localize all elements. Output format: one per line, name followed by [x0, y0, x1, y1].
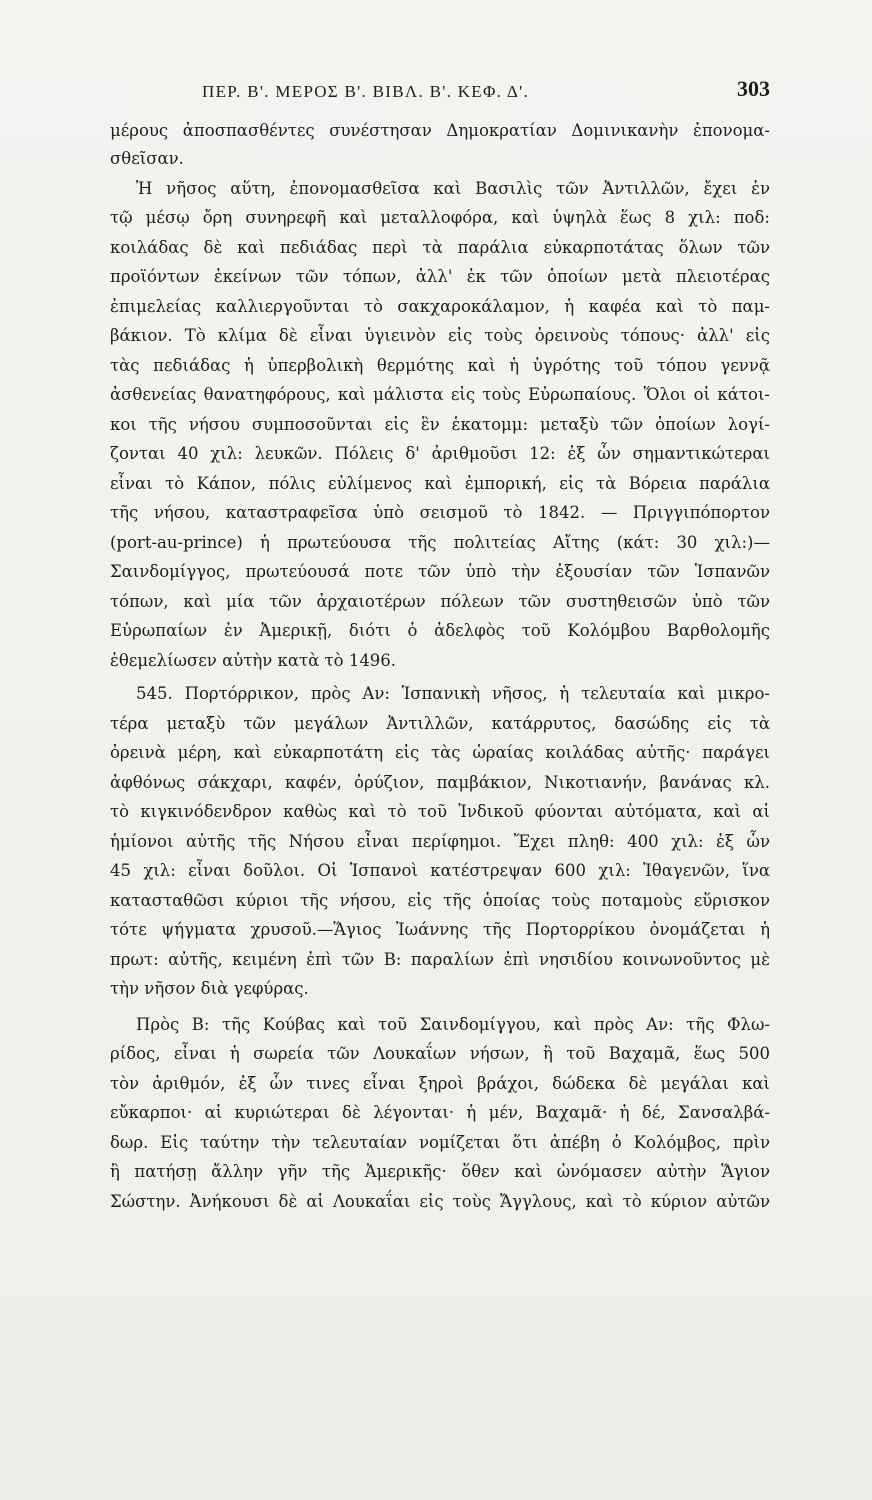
- page-number: 303: [737, 76, 770, 101]
- text-line: ἐθεμελίωσεν αὐτὴν κατὰ τὸ 1496.: [110, 650, 397, 670]
- text-line: εἶναι τὸ Κάπον, πόλις εὐλίμενος καὶ ἐμπορική, εἰς τὰ Βόρεια παράλια: [110, 473, 770, 493]
- text-line: τὰς πεδιάδας ἡ ὑπερβολικὴ θερμότης καὶ ἡ ὑγρότης τοῦ τόπου γεννᾷ: [110, 355, 770, 375]
- text-line: ἐπιμελείας καλλιεργοῦνται τὸ σακχαροκάλαμον, ἡ καφέα καὶ τὸ παμ-: [110, 296, 770, 316]
- text-line: κατασταθῶσι κύριοι τῆς νήσου, εἰς τῆς ὁποίας τοὺς ποταμοὺς εὕρισκον: [110, 890, 770, 910]
- text-line: Εὐρωπαίων ἐν Ἀμερικῇ, διότι ὁ ἀδελφὸς τοῦ Κολόμβου Βαρθολομῆς: [110, 621, 770, 640]
- text-line: ἡμίονοι αὐτῆς τῆς Νήσου εἶναι περίφημοι. Ἔχει πληθ: 400 χιλ: ἐξ ὧν: [110, 831, 770, 851]
- text-line: ὀρεινὰ μέρη, καὶ εὐκαρποτάτη εἰς τὰς ὡραίας κοιλάδας αὐτῆς· παράγει: [110, 743, 770, 762]
- text-line: βάκιον. Τὸ κλίμα δὲ εἶναι ὑγιεινὸν εἰς τοὺς ὀρεινοὺς τόπους· ἀλλ' εἰς: [110, 326, 770, 345]
- text-line: τόπων, καὶ μία τῶν ἀρχαιοτέρων πόλεων τῶν συστηθεισῶν ὑπὸ τῶν: [110, 591, 770, 611]
- text-line: (port-au-prince) ἡ πρωτεύουσα τῆς πολιτείας Αἴτης (κάτ: 30 χιλ:)—: [110, 532, 770, 552]
- text-line: σθεῖσαν.: [110, 149, 184, 168]
- running-head: [150, 76, 770, 106]
- text-line: τὴν νῆσον διὰ γεφύρας.: [110, 979, 309, 998]
- paragraph-start-line: Πρὸς Β: τῆς Κούβας καὶ τοῦ Σαινδομίγγου, καὶ πρὸς Αν: τῆς Φλω-: [136, 1014, 770, 1034]
- text-line: ἀφθόνως σάκχαρι, καφέν, ὀρύζιον, παμβάκιον, Νικοτιανήν, βανάνας κλ.: [110, 772, 770, 792]
- text-line: πρωτ: αὐτῆς, κειμένη ἐπὶ τῶν Β: παραλίων ἐπὶ νησιδίου κοινωνοῦντος μὲ: [110, 949, 770, 969]
- text-line: δωρ. Εἰς ταύτην τὴν τελευταίαν νομίζεται ὅτι ἀπέβη ὁ Κολόμβος, πρὶν: [110, 1132, 770, 1152]
- text-line: τῆς νήσου, καταστραφεῖσα ὑπὸ σεισμοῦ τὸ 1842. — Πριγγιπόπορτον: [110, 503, 770, 522]
- text-line: 45 χιλ: εἶναι δοῦλοι. Οἱ Ἱσπανοὶ κατέστρεψαν 600 χιλ: Ἰθαγενῶν, ἵνα: [110, 861, 770, 880]
- paragraph-start-line: Ἡ νῆσος αὕτη, ἐπονομασθεῖσα καὶ Βασιλὶς τῶν Ἀντιλλῶν, ἔχει ἐν: [136, 178, 770, 198]
- text-line: ρίδος, εἶναι ἡ σωρεία τῶν Λουκαΐων νήσων, ἢ τοῦ Βαχαμᾶ, ἕως 500: [110, 1044, 770, 1063]
- body-text: [110, 118, 770, 1216]
- section-545-start-line: 545. Πορτόρρικον, πρὸς Αν: Ἱσπανικὴ νῆσος, ἡ τελευταία καὶ μικρο-: [136, 684, 770, 703]
- text-line: Σαινδομίγγος, πρωτεύουσά ποτε τῶν ὑπὸ τὴν ἐξουσίαν τῶν Ἱσπανῶν: [110, 562, 770, 581]
- text-line: ζονται 40 χιλ: λευκῶν. Πόλεις δ' ἀριθμοῦσι 12: ἐξ ὧν σημαντικώτεραι: [110, 444, 770, 463]
- text-line: εὔκαρποι· αἱ κυριώτεραι δὲ λέγονται· ἡ μέν, Βαχαμᾶ· ἡ δέ, Σανσαλβά-: [110, 1103, 770, 1122]
- text-line: τὸν ἀριθμόν, ἐξ ὧν τινες εἶναι ξηροὶ βράχοι, δώδεκα δὲ μεγάλαι καὶ: [110, 1073, 770, 1093]
- text-line: τέρα μεταξὺ τῶν μεγάλων Ἀντιλλῶν, κατάρρυτος, δασώδης εἰς τὰ: [110, 713, 770, 733]
- text-line: Σώστην. Ἀνήκουσι δὲ αἱ Λουκαΐαι εἰς τοὺς Ἄγγλους, καὶ τὸ κύριον αὐτῶν: [110, 1191, 770, 1211]
- text-line: μέρους ἀποσπασθέντες συνέστησαν Δημοκρατίαν Δομινικανὴν ἐπονομα-: [110, 121, 770, 140]
- running-title: ΠΕΡ. Β'. ΜΕΡΟΣ Β'. ΒΙΒΛ. Β'. ΚΕΦ. Δ'.: [202, 82, 529, 101]
- text-line: κοιλάδας δὲ καὶ πεδιάδας περὶ τὰ παράλια εὐκαρποτάτας ὅλων τῶν: [110, 237, 770, 257]
- text-line: ἀσθενείας θανατηφόρους, καὶ μάλιστα εἰς τοὺς Εὐρωπαίους. Ὅλοι οἱ κάτοι-: [110, 385, 770, 404]
- text-line: κοι τῆς νήσου συμποσοῦνται εἰς ἓν ἑκατομμ: μεταξὺ τῶν ὁποίων λογί-: [110, 414, 770, 434]
- text-line: τῷ μέσῳ ὄρη συνηρεφῆ καὶ μεταλλοφόρα, καὶ ὑψηλὰ ἕως 8 χιλ: ποδ:: [110, 208, 770, 227]
- text-line: τὸ κιγκινόδενδρον καθὼς καὶ τὸ τοῦ Ἰνδικοῦ φύονται αὐτόματα, καὶ αἱ: [110, 802, 770, 821]
- text-line: ἢ πατήσῃ ἄλλην γῆν τῆς Ἀμερικῆς· ὅθεν καὶ ὠνόμασεν αὐτὴν Ἅγιον: [110, 1162, 770, 1181]
- text-line: τότε ψήγματα χρυσοῦ.—Ἅγιος Ἰωάννης τῆς Πορτορρίκου ὀνομάζεται ἡ: [110, 920, 770, 939]
- text-line: προϊόντων ἐκείνων τῶν τόπων, ἀλλ' ἐκ τῶν ὁποίων μετὰ πλειοτέρας: [110, 267, 770, 286]
